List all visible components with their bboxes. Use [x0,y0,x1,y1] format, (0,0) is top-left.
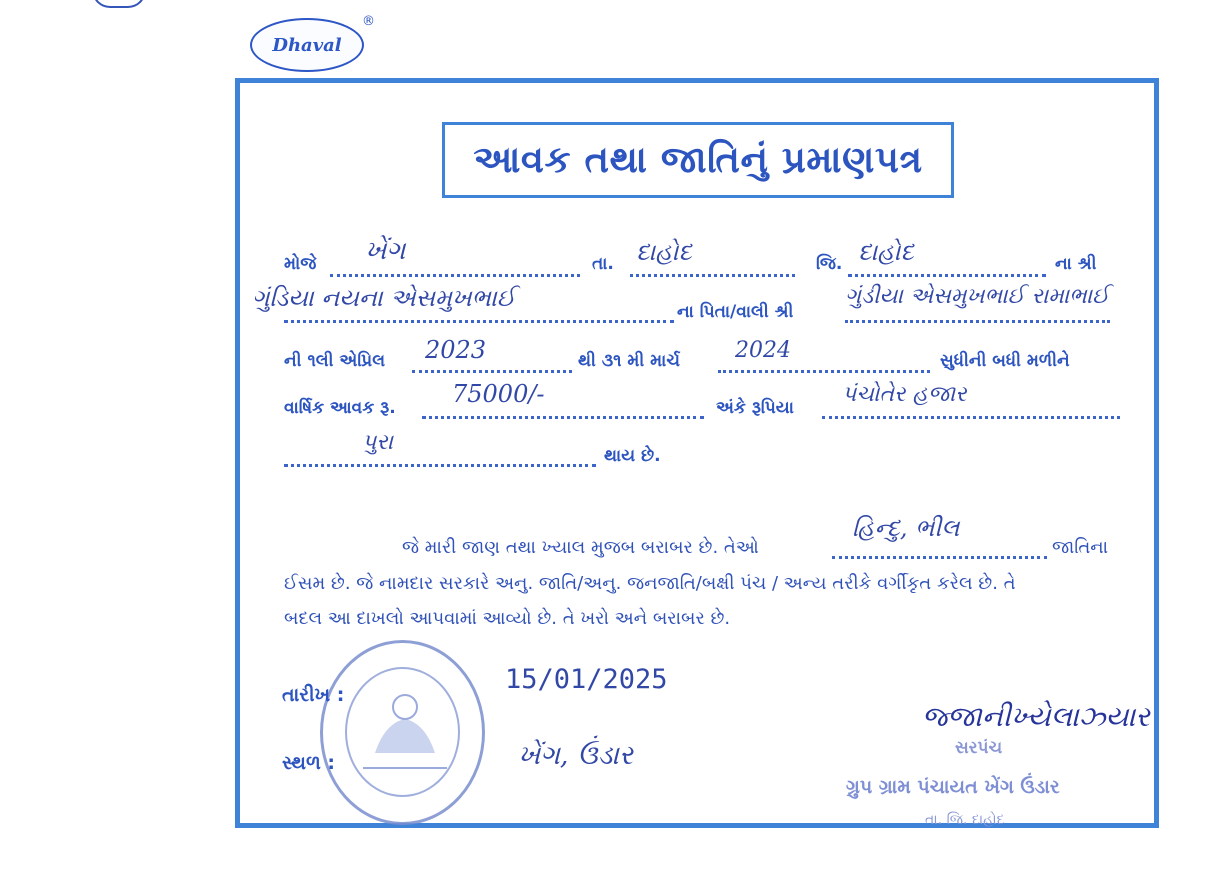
paragraph-line1-suffix: જાતિના [1052,537,1109,558]
district-value: દાહોદ [858,238,914,266]
applicant-name: ગુંડિયા નયના એસમુખભાઈ [252,284,516,312]
caste-dotted-line [832,556,1047,559]
taluka-value: દાહોદ [636,238,692,266]
moje-value: ખેંગ [365,236,406,266]
in-words-label: અંકે રૂપિયા [716,398,794,418]
place-label: સ્થળ : [282,752,336,774]
income-value: 75000/- [452,380,545,408]
moje-dotted-line [330,274,580,277]
from-year-dotted-line [412,370,572,373]
puru-dotted-line [284,464,596,467]
certificate-title [442,122,954,198]
caste-value: હિન્દુ, ભીલ [852,514,960,542]
sarpanch-signature: જ્જાનીખ્યેલાઝ્યાર [922,700,1150,733]
taluka-label: તા. [592,254,614,274]
thay-chhe-label: થાય છે. [604,446,661,466]
father-label: ના પિતા/વાલી શ્રી [677,302,794,322]
father-dotted-line [845,320,1110,323]
income-label: વાર્ષિક આવક રૂ. [284,398,396,418]
dhaval-logo [250,18,364,72]
logo-text: Dhaval [272,34,342,56]
date-value: 15/01/2025 [505,664,668,695]
to-label: થી ૩૧ મી માર્ચ [578,351,680,371]
district-dotted-line [848,274,1046,277]
office-sub-stamp: તા. જિ. દાહોદ [925,812,1005,828]
from-year: 2023 [425,336,487,364]
place-value: ખેંગ, ઉંડાર [518,740,633,771]
from-label: ની ૧લી એપ્રિલ [284,351,386,371]
moje-label: મોજે [284,254,317,274]
income-dotted-line [422,416,704,419]
paragraph-line3: બદલ આ દાખલો આપવામાં આવ્યો છે. તે ખરો અને બરાબર છે. [284,608,731,629]
name-dotted-line [284,320,674,323]
paragraph-line2: ઈસમ છે. જે નામદાર સરકારે અનુ. જાતિ/અનુ. જનજાતિ/બક્ષી પંચ / અન્ય તરીકે વર્ગીકૃત કરેલ છે. તે [284,573,1016,594]
paper-corner-mark [92,0,146,8]
puru-value: પુરા [362,430,394,455]
certificate-title-text: આવક તથા જાતિનું પ્રમાણપત્ર [473,138,923,181]
registered-mark: ® [362,14,375,29]
father-name: ગુંડીયા એસમુખભાઈ રામાભાઈ [845,284,1110,309]
designation-stamp: સરપંચ [955,738,1003,758]
to-year-dotted-line [718,370,930,373]
total-label: સુધીની બધી મળીને [940,351,1070,371]
na-shri-label: ના શ્રી [1055,254,1097,274]
income-in-words: પંચોતેર હજાર [842,382,967,407]
office-stamp: ગ્રુપ ગ્રામ પંચાયત ખેંગ ઉંડાર [846,776,1060,798]
district-label: જિ. [816,254,843,274]
to-year: 2024 [735,338,791,363]
taluka-dotted-line [630,274,795,277]
stamp-emblem-icon [323,643,488,828]
paragraph-line1-prefix: જે મારી જાણ તથા ખ્યાલ મુજબ બરાબર છે. તેઓ [402,537,759,558]
panchayat-round-stamp [320,640,485,825]
in-words-dotted-line [822,416,1120,419]
date-label: તારીખ : [282,684,345,706]
